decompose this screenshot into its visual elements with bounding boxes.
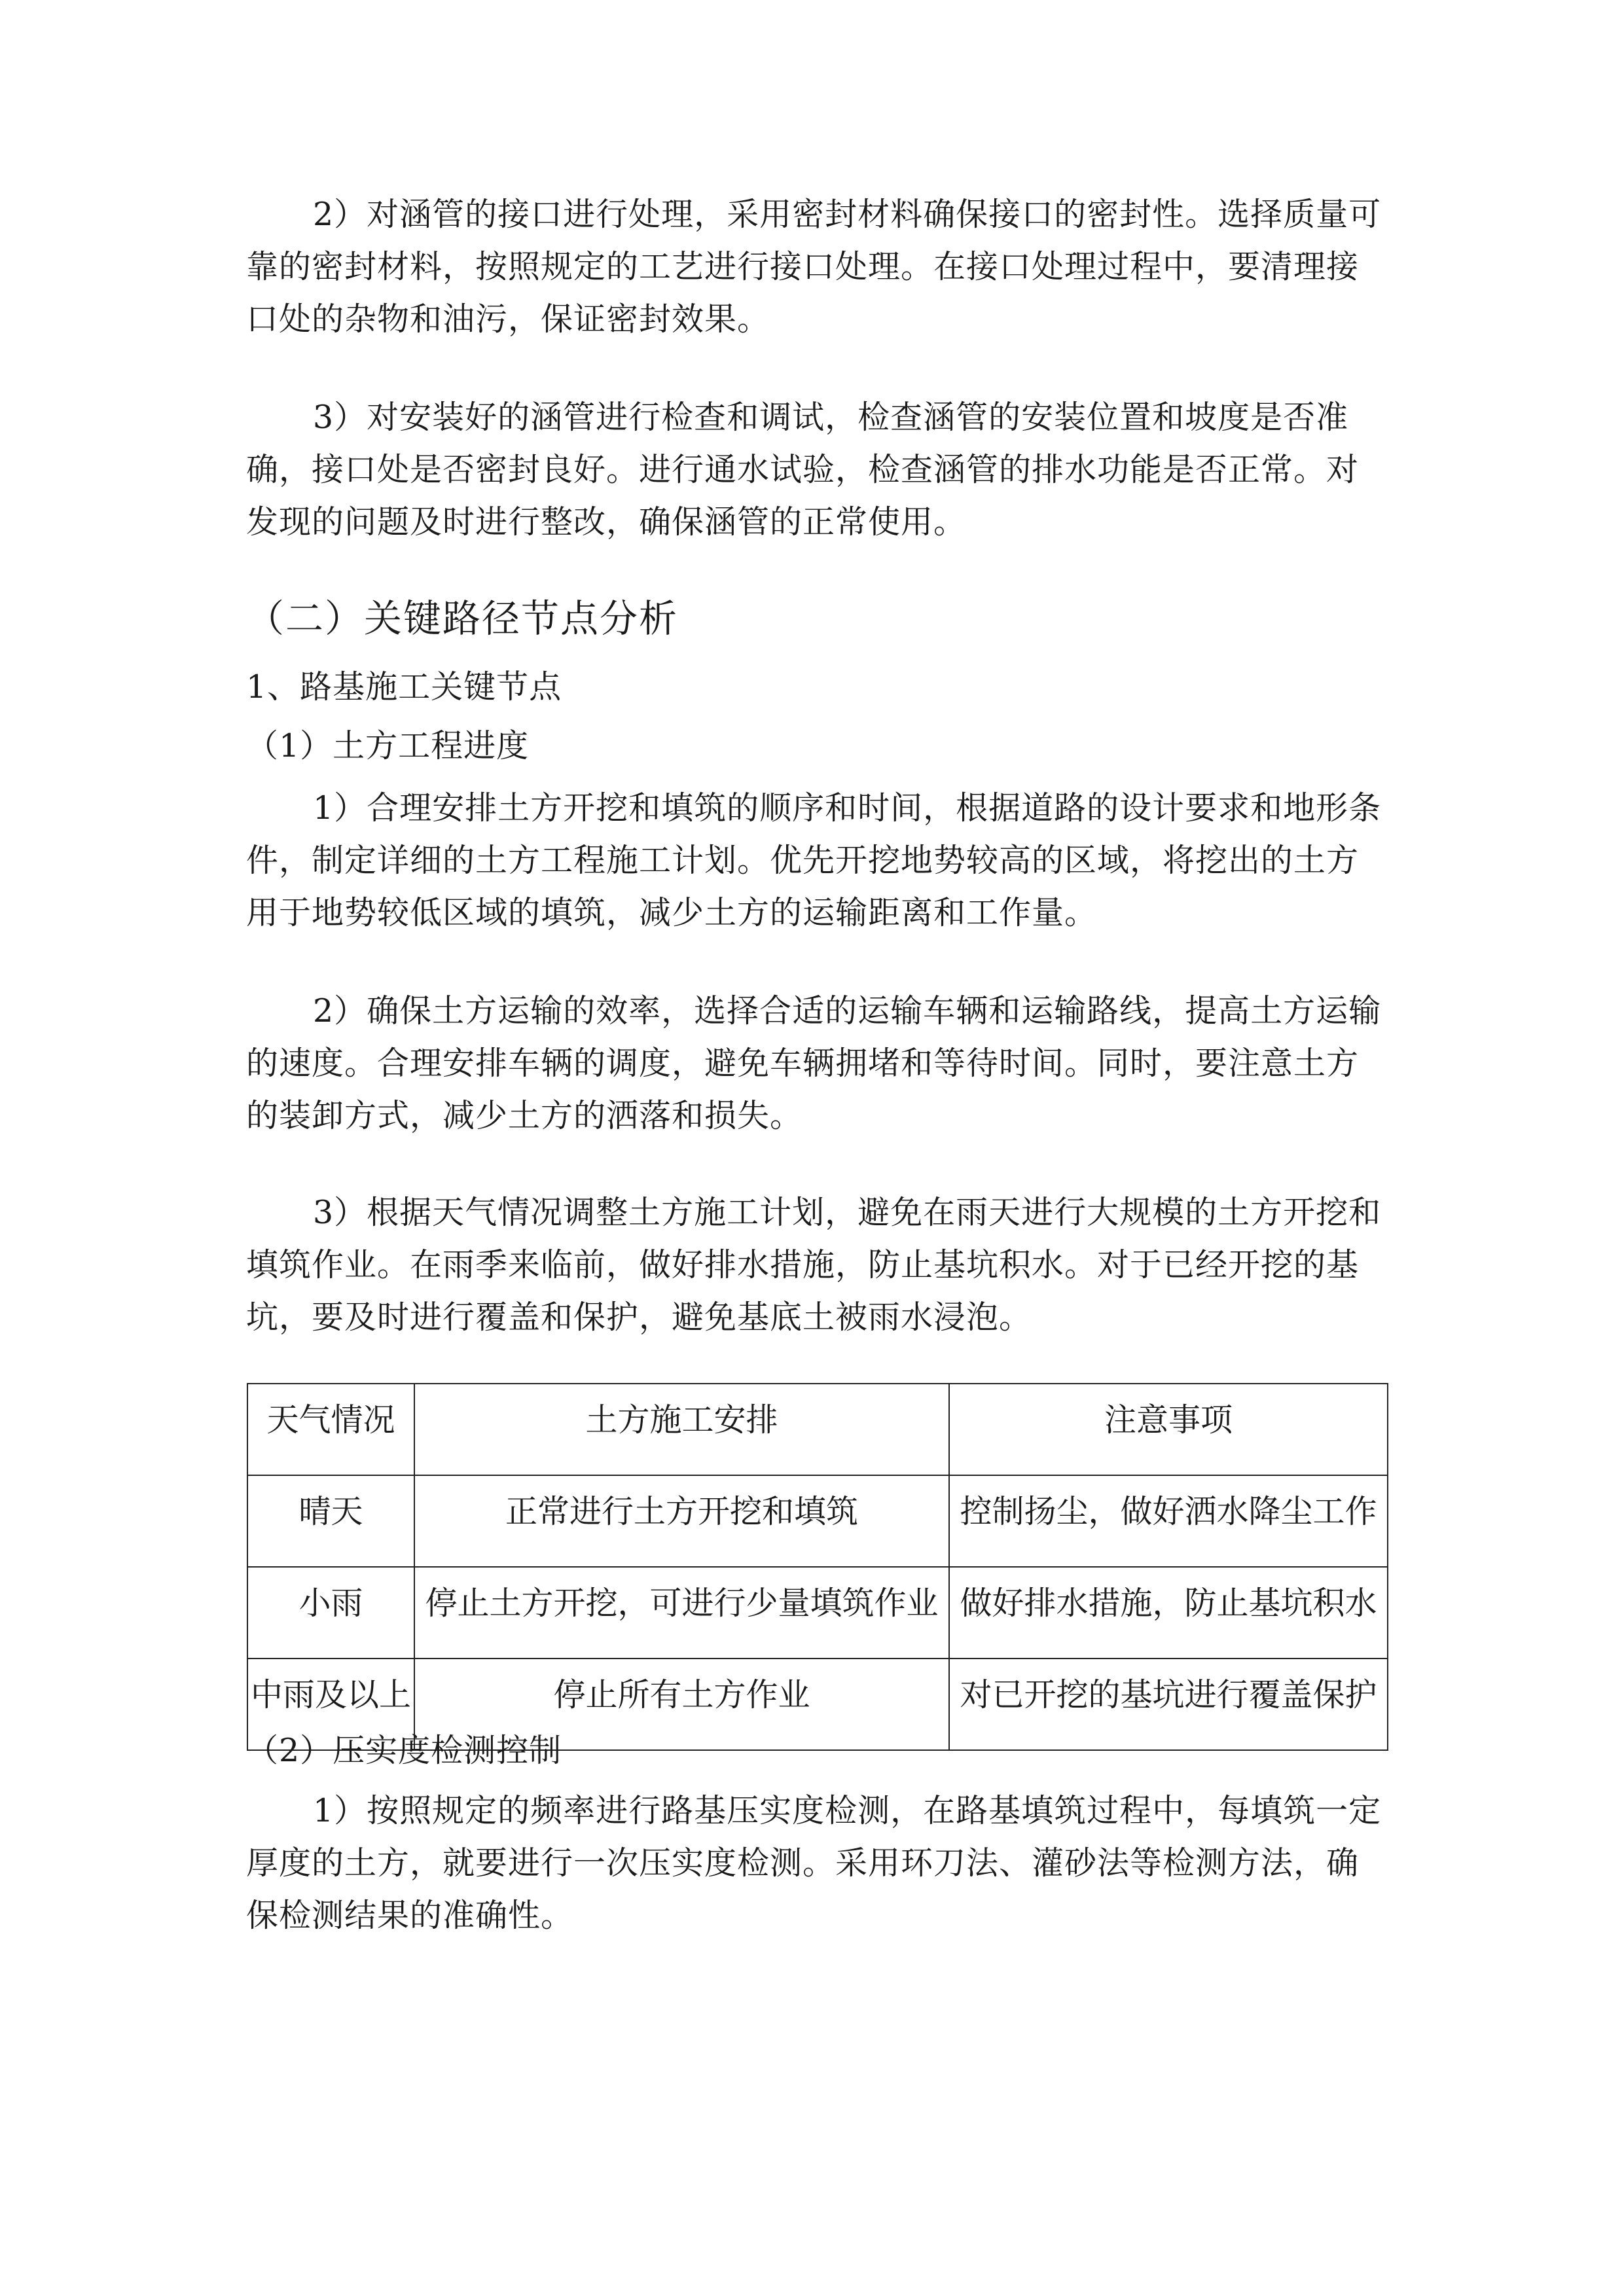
paragraph-line: 1）按照规定的频率进行路基压实度检测，在路基填筑过程中，每填筑一定 [313,1792,1382,1829]
paragraph-line: 保检测结果的准确性。 [246,1897,574,1934]
paragraph-line: 的速度。合理安排车辆的调度，避免车辆拥堵和等待时间。同时，要注意土方 [246,1045,1360,1082]
paragraph-line: 厚度的土方，就要进行一次压实度检测。采用环刀法、灌砂法等检测方法，确 [246,1844,1360,1882]
paragraph-line: 靠的密封材料，按照规定的工艺进行接口处理。在接口处理过程中，要清理接 [246,248,1360,285]
table-header-cell: 天气情况 [247,1384,414,1475]
paragraph-line: 2）对涵管的接口进行处理，采用密封材料确保接口的密封性。选择质量可 [313,196,1382,233]
paragraph-line: 件，制定详细的土方工程施工计划。优先开挖地势较高的区域，将挖出的土方 [246,842,1360,879]
table-cell: 晴天 [247,1475,414,1567]
paragraph-line: 坑，要及时进行覆盖和保护，避免基底土被雨水浸泡。 [246,1299,1032,1336]
paragraph-line: 3）根据天气情况调整土方施工计划，避免在雨天进行大规模的土方开挖和 [313,1194,1382,1231]
table-cell: 小雨 [247,1567,414,1659]
weather-table [247,1383,1388,1751]
table-header-cell: 注意事项 [949,1384,1388,1475]
section-heading: （二）关键路径节点分析 [246,596,679,641]
table-cell: 控制扬尘，做好洒水降尘工作 [949,1475,1388,1567]
paragraph-line: 用于地势较低区域的填筑，减少土方的运输距离和工作量。 [246,894,1098,931]
table-cell: 对已开挖的基坑进行覆盖保护 [949,1659,1388,1750]
subsection-heading: （2）压实度检测控制 [246,1732,562,1769]
table-row [247,1475,1388,1567]
paragraph-line: 3）对安装好的涵管进行检查和调试，检查涵管的安装位置和坡度是否准 [313,399,1349,436]
paragraph-line: 口处的杂物和油污，保证密封效果。 [246,300,770,338]
paragraph-line: 的装卸方式，减少土方的洒落和损失。 [246,1097,803,1134]
table-header-row [247,1384,1388,1475]
table-cell: 正常进行土方开挖和填筑 [414,1475,949,1567]
table-cell: 做好排水措施，防止基坑积水 [949,1567,1388,1659]
paragraph-line: 确，接口处是否密封良好。进行通水试验，检查涵管的排水功能是否正常。对 [246,451,1360,488]
table-row [247,1567,1388,1659]
subsection-heading: （1）土方工程进度 [246,727,530,764]
table-header-cell: 土方施工安排 [414,1384,949,1475]
paragraph-line: 发现的问题及时进行整改，确保涵管的正常使用。 [246,503,967,541]
subsection-heading: 1、路基施工关键节点 [246,668,562,706]
table-cell: 停止所有土方作业 [414,1659,949,1750]
table-cell: 中雨及以上 [247,1659,414,1750]
paragraph-line: 填筑作业。在雨季来临前，做好排水措施，防止基坑积水。对于已经开挖的基 [246,1246,1360,1283]
paragraph-line: 2）确保土方运输的效率，选择合适的运输车辆和运输路线，提高土方运输 [313,992,1382,1030]
table-cell: 停止土方开挖，可进行少量填筑作业 [414,1567,949,1659]
paragraph-line: 1）合理安排土方开挖和填筑的顺序和时间，根据道路的设计要求和地形条 [313,789,1382,827]
